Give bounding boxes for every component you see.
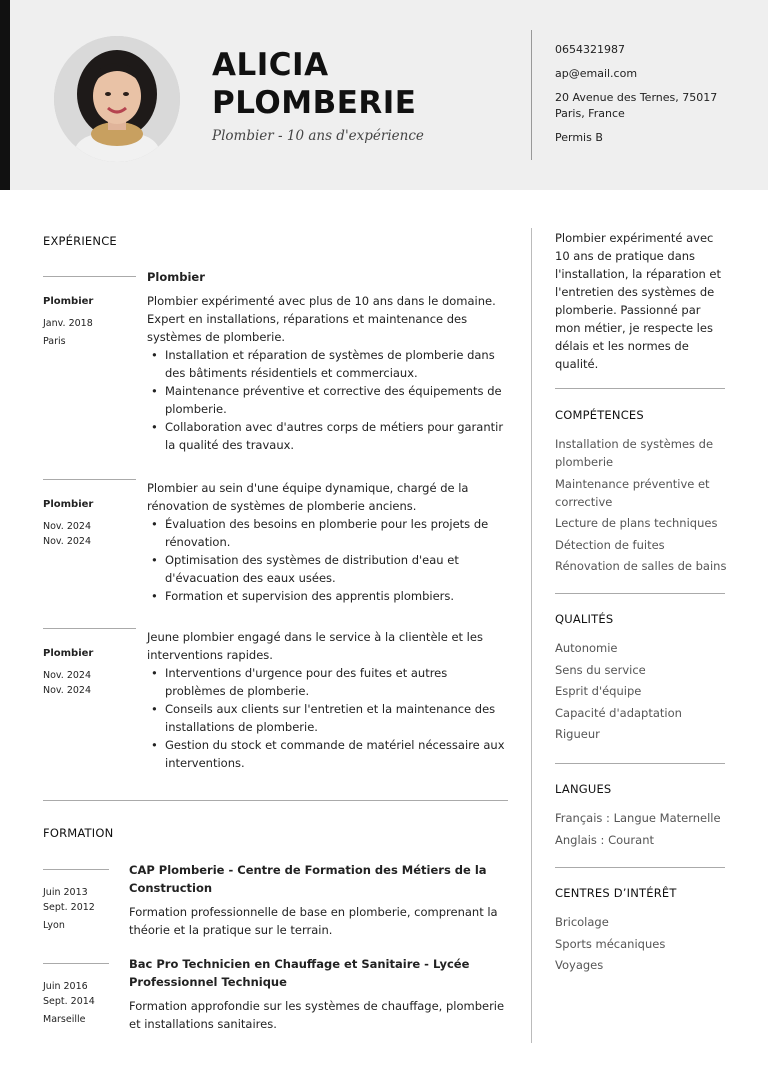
contact-info bbox=[555, 42, 755, 154]
interests-list bbox=[555, 913, 735, 978]
list-item: Maintenance préventive et corrective bbox=[555, 476, 710, 509]
edu-2-divider bbox=[43, 963, 109, 964]
profile-summary: Plombier expérimenté avec 10 ans de pratique dans l'installation, la réparation et l'entretien des systèmes de plomberie. Passionné par mon métier, je respecte les délais et les normes de qualité. bbox=[555, 231, 722, 371]
edu-2-title: Bac Pro Technicien en Chauffage et Sanitaire - Lycée Professionnel Technique bbox=[129, 957, 470, 989]
qualities-divider bbox=[555, 593, 725, 594]
job-3-meta bbox=[43, 646, 93, 698]
job-2-role: Plombier bbox=[43, 499, 94, 510]
list-item: Rénovation de salles de bains bbox=[555, 559, 727, 573]
skills-title: COMPÉTENCES bbox=[555, 408, 644, 422]
list-item: Autonomie bbox=[555, 641, 618, 655]
qualities-title: QUALITÉS bbox=[555, 612, 614, 626]
list-item: Anglais : Courant bbox=[555, 832, 654, 847]
header bbox=[0, 0, 768, 190]
list-item: Rigueur bbox=[555, 727, 600, 741]
skills-list bbox=[555, 435, 730, 579]
section-divider bbox=[43, 800, 508, 801]
languages-divider bbox=[555, 763, 725, 764]
job-3-role: Plombier bbox=[43, 648, 94, 659]
column-divider bbox=[531, 228, 532, 1043]
edu-1-description: Formation professionnelle de base en plomberie, comprenant la théorie et la pratique sur le terrain. bbox=[129, 905, 498, 937]
job-3-bullets bbox=[147, 664, 507, 772]
job-1-place: Paris bbox=[43, 336, 66, 347]
edu-1-date-end: Juin 2013 bbox=[43, 887, 88, 898]
edu-2-date-start: Sept. 2014 bbox=[43, 996, 95, 1007]
job-1-divider bbox=[43, 276, 136, 277]
edu-2-body bbox=[129, 955, 509, 1033]
list-item: • Conseils aux clients sur l'entretien et la maintenance des installations de plomberie. bbox=[147, 700, 507, 736]
job-2-divider bbox=[43, 479, 136, 480]
job-2-description: Plombier au sein d'une équipe dynamique, chargé de la rénovation de systèmes de plomberie anciens. bbox=[147, 481, 469, 513]
profile-photo bbox=[54, 36, 180, 162]
job-3-divider bbox=[43, 628, 136, 629]
list-item: • Collaboration avec d'autres corps de métiers pour garantir la qualité des travaux. bbox=[147, 418, 507, 454]
edu-1-date-start: Sept. 2012 bbox=[43, 902, 95, 913]
job-2-meta bbox=[43, 497, 93, 549]
edu-2-meta bbox=[43, 979, 95, 1027]
job-1-title: Plombier bbox=[147, 270, 205, 284]
list-item: • Formation et supervision des apprentis plombiers. bbox=[147, 587, 507, 605]
list-item: Capacité d'adaptation bbox=[555, 705, 682, 720]
phone: 0654321987 bbox=[555, 43, 625, 56]
job-subtitle: Plombier - 10 ans d'expérience bbox=[212, 128, 424, 144]
interests-title: CENTRES D’INTÉRÊT bbox=[555, 886, 677, 900]
list-item: Voyages bbox=[555, 958, 604, 972]
list-item: Bricolage bbox=[555, 915, 609, 929]
job-2-date-start: Nov. 2024 bbox=[43, 521, 92, 532]
header-divider bbox=[531, 30, 532, 160]
job-1-role: Plombier bbox=[43, 296, 94, 307]
list-item: • Maintenance préventive et corrective des équipements de plomberie. bbox=[147, 382, 507, 418]
list-item: • Installation et réparation de systèmes de plomberie dans des bâtiments résidentiels et commerciaux. bbox=[147, 346, 507, 382]
list-item: • Interventions d'urgence pour des fuites et autres problèmes de plomberie. bbox=[147, 664, 507, 700]
list-item: • Gestion du stock et commande de matériel nécessaire aux interventions. bbox=[147, 736, 507, 772]
address: 20 Avenue des Ternes, 75017 Paris, France bbox=[555, 91, 718, 120]
job-2-body bbox=[147, 479, 507, 605]
list-item: Installation de systèmes de plomberie bbox=[555, 437, 714, 469]
list-item: Esprit d'équipe bbox=[555, 684, 642, 698]
header-accent-bar bbox=[0, 0, 10, 190]
job-2-date-end: Nov. 2024 bbox=[43, 536, 92, 547]
job-1-meta bbox=[43, 294, 93, 349]
list-item: • Évaluation des besoins en plomberie pour les projets de rénovation. bbox=[147, 515, 507, 551]
email: ap@email.com bbox=[555, 67, 638, 80]
candidate-name bbox=[212, 46, 416, 122]
job-3-description: Jeune plombier engagé dans le service à la clientèle et les interventions rapides. bbox=[147, 630, 483, 662]
job-1-bullets bbox=[147, 346, 507, 454]
edu-1-title: CAP Plomberie - Centre de Formation des Métiers de la Construction bbox=[129, 863, 487, 895]
driving-license: Permis B bbox=[555, 131, 603, 144]
skills-divider bbox=[555, 388, 725, 389]
languages-title: LANGUES bbox=[555, 782, 612, 796]
edu-1-body bbox=[129, 861, 509, 939]
list-item: Sports mécaniques bbox=[555, 936, 666, 951]
job-1-body bbox=[147, 268, 507, 454]
edu-2-description: Formation approfondie sur les systèmes de chauffage, plomberie et installations sanitaires. bbox=[129, 999, 505, 1031]
edu-1-meta bbox=[43, 885, 95, 933]
experience-title: EXPÉRIENCE bbox=[43, 234, 117, 248]
languages-list bbox=[555, 809, 735, 852]
edu-2-place: Marseille bbox=[43, 1014, 86, 1025]
portrait-illustration bbox=[54, 36, 180, 162]
education-title: FORMATION bbox=[43, 826, 114, 840]
edu-1-divider bbox=[43, 869, 109, 870]
job-1-date: Janv. 2018 bbox=[43, 318, 93, 329]
list-item: Sens du service bbox=[555, 662, 646, 677]
job-1-description: Plombier expérimenté avec plus de 10 ans dans le domaine. Expert en installations, réparations et maintenance des systèmes de plomberie. bbox=[147, 294, 496, 344]
job-2-bullets bbox=[147, 515, 507, 605]
list-item: Détection de fuites bbox=[555, 537, 665, 552]
job-3-body bbox=[147, 628, 507, 772]
list-item: Lecture de plans techniques bbox=[555, 516, 718, 530]
job-3-date-end: Nov. 2024 bbox=[43, 685, 92, 696]
interests-divider bbox=[555, 867, 725, 868]
edu-1-place: Lyon bbox=[43, 920, 65, 931]
name-first: ALICIA bbox=[212, 47, 329, 83]
job-3-date-start: Nov. 2024 bbox=[43, 670, 92, 681]
list-item: Français : Langue Maternelle bbox=[555, 811, 721, 825]
edu-2-date-end: Juin 2016 bbox=[43, 981, 88, 992]
name-last: PLOMBERIE bbox=[212, 85, 417, 121]
qualities-list bbox=[555, 639, 735, 747]
list-item: • Optimisation des systèmes de distribution d'eau et d'évacuation des eaux usées. bbox=[147, 551, 507, 587]
